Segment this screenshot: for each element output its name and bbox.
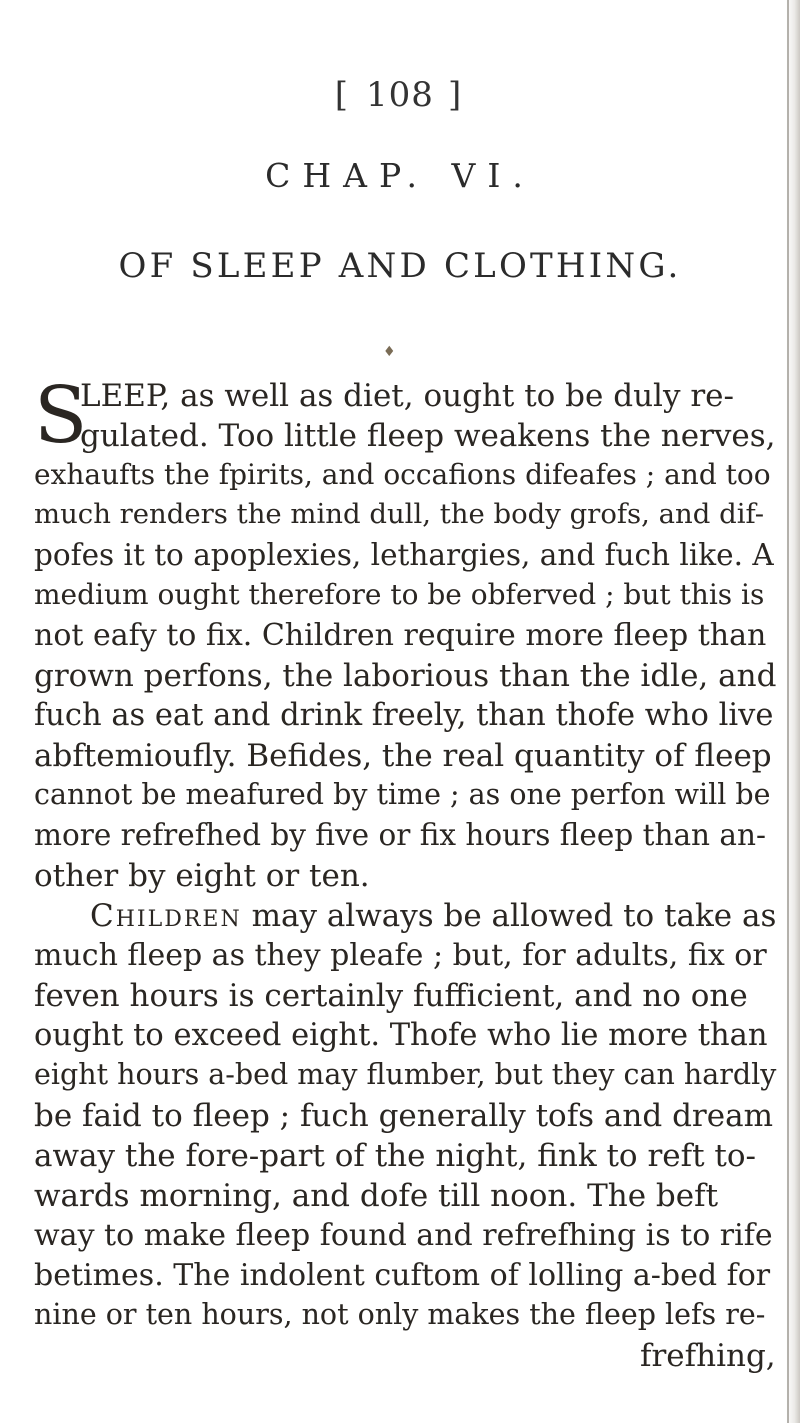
page-number: 108 xyxy=(366,75,434,115)
text-line: medium ought therefore to be obferved ; but this is xyxy=(34,578,765,611)
drop-cap: S xyxy=(34,371,88,461)
printer-mark-icon: ♦ xyxy=(383,344,396,360)
text-line: exhaufts the fpirits, and occafions difeafes ; and too xyxy=(34,458,771,491)
text-line: much fleep as they pleafe ; but, for adults, fix or xyxy=(34,938,767,973)
page-edge-line xyxy=(787,0,789,1423)
paragraph-2-lead-rest: may always be allowed to take as xyxy=(241,898,777,934)
text-line: much renders the mind dull, the body grofs, and dif- xyxy=(34,498,764,530)
text-line: ought to exceed eight. Thofe who lie more than xyxy=(34,1018,768,1053)
header-bracket-left: [ xyxy=(334,75,353,115)
catchword: frefhing, xyxy=(640,1338,776,1374)
text-line: other by eight or ten. xyxy=(34,858,370,894)
text-line: gulated. Too little fleep weakens the nerves, xyxy=(80,418,776,454)
text-line: abftemioufly. Befides, the real quantity of fleep xyxy=(34,738,772,774)
page-header xyxy=(0,75,800,115)
text-line: be faid to fleep ; fuch generally tofs and dream xyxy=(34,1098,773,1134)
text-line: grown perfons, the laborious than the idle, and xyxy=(34,658,777,694)
text-line: not eafy to fix. Children require more fleep than xyxy=(34,618,767,653)
text-line: cannot be meafured by time ; as one perfon will be xyxy=(34,778,771,811)
text-line: nine or ten hours, not only makes the fleep lefs re- xyxy=(34,1298,766,1331)
text-line: fuch as eat and drink freely, than thofe who live xyxy=(34,698,774,733)
text-line: wards morning, and dofe till noon. The beft xyxy=(34,1178,719,1214)
text-line: way to make fleep found and refrefhing is to rife xyxy=(34,1218,773,1253)
text-line: betimes. The indolent cuftom of lolling a-bed for xyxy=(34,1258,771,1293)
text-line: away the fore-part of the night, fink to reft to- xyxy=(34,1138,756,1174)
text-line: feven hours is certainly fufficient, and no one xyxy=(34,978,748,1014)
paragraph-2-first-line xyxy=(90,898,777,934)
chapter-heading: CHAP. VI. xyxy=(265,156,535,195)
chapter-title: OF SLEEP AND CLOTHING. xyxy=(118,246,682,286)
text-line: pofes it to apoplexies, lethargies, and fuch like. A xyxy=(34,538,774,572)
header-bracket-right: ] xyxy=(447,75,466,115)
text-line: eight hours a-bed may flumber, but they can hardly xyxy=(34,1058,777,1091)
text-line: more refrefhed by five or fix hours fleep than an- xyxy=(34,818,766,852)
text-line: LEEP, as well as diet, ought to be duly re- xyxy=(80,378,734,414)
paragraph-2-lead-word: Children xyxy=(90,898,242,934)
